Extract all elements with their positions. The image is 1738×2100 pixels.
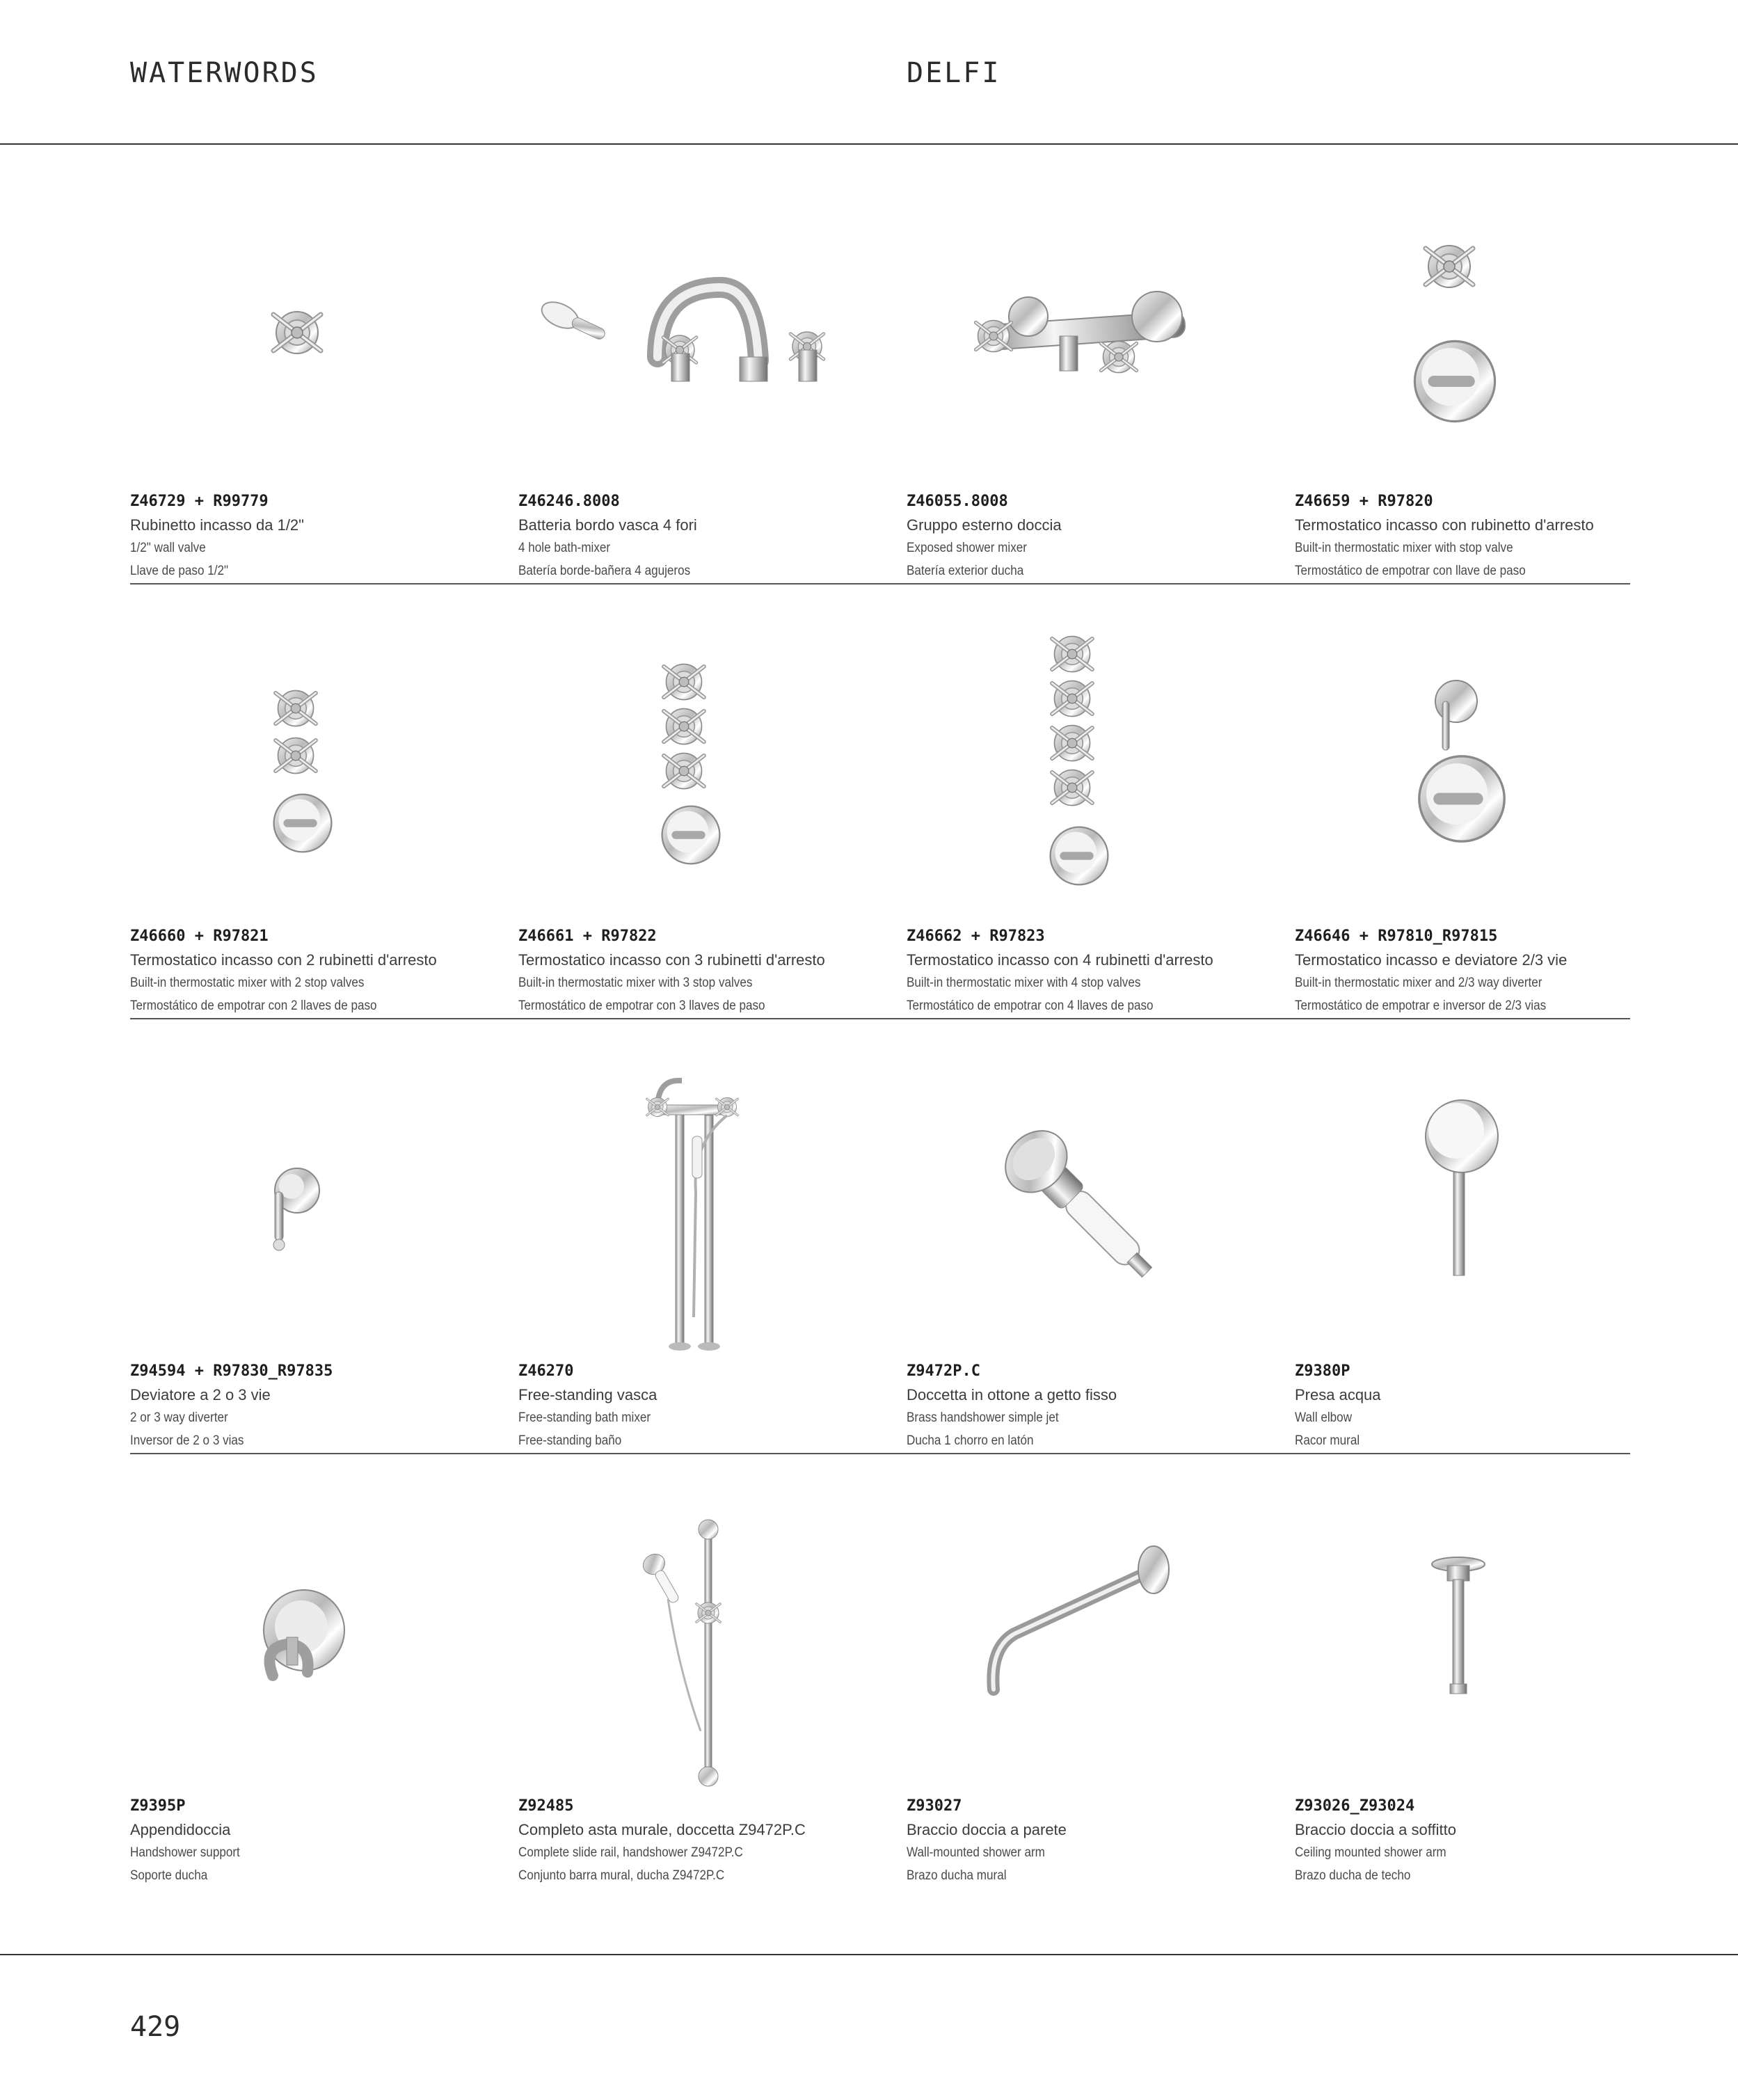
product-name-es: Llave de paso 1/2"	[130, 564, 229, 578]
row-divider	[130, 583, 1630, 584]
product-card[interactable]	[1295, 632, 1671, 1063]
thermostatic-3-valves-icon	[518, 632, 894, 924]
product-code: Z46270	[518, 1362, 574, 1380]
product-card[interactable]	[130, 197, 506, 628]
product-card[interactable]	[907, 632, 1282, 1063]
product-name-en: Free-standing bath mixer	[518, 1410, 651, 1425]
product-name-en: Ceiling mounted shower arm	[1295, 1845, 1446, 1860]
thermostatic-4-valves-icon	[907, 632, 1282, 924]
wall-shower-arm-icon	[907, 1502, 1282, 1794]
product-name-es: Termostático de empotrar con 2 llaves de paso	[130, 999, 377, 1013]
product-name-en: Built-in thermostatic mixer with stop valve	[1295, 541, 1513, 555]
product-code: Z93026_Z93024	[1295, 1797, 1415, 1815]
product-code: Z9472P.C	[907, 1362, 980, 1380]
product-name-it: Termostatico incasso con 2 rubinetti d'arresto	[130, 951, 437, 969]
product-name-es: Termostático de empotrar con 4 llaves de paso	[907, 999, 1154, 1013]
product-name-es: Batería borde-bañera 4 agujeros	[518, 564, 691, 578]
handshower-support-icon	[130, 1502, 506, 1794]
product-code: Z46660 + R97821	[130, 928, 269, 945]
handshower-icon	[907, 1067, 1282, 1359]
product-name-es: Batería exterior ducha	[907, 564, 1024, 578]
product-name-es: Termostático de empotrar con 3 llaves de paso	[518, 999, 765, 1013]
product-card[interactable]	[130, 1067, 506, 1498]
product-name-it: Deviatore a 2 o 3 vie	[130, 1386, 271, 1403]
product-name-en: Built-in thermostatic mixer with 4 stop valves	[907, 976, 1141, 990]
product-card[interactable]	[518, 632, 894, 1063]
brand-name: WATERWORDS	[130, 57, 319, 89]
product-code: Z46729 + R99779	[130, 493, 269, 510]
thermostatic-diverter-icon	[1295, 632, 1671, 924]
collection-name: DELFI	[907, 57, 1001, 89]
product-name-it: Presa acqua	[1295, 1386, 1381, 1403]
bath-mixer-icon	[518, 197, 894, 489]
wall-valve-icon	[130, 197, 506, 489]
product-name-es: Free-standing baño	[518, 1433, 622, 1448]
product-name-it: Doccetta in ottone a getto fisso	[907, 1386, 1117, 1403]
product-code: Z46646 + R97810_R97815	[1295, 928, 1498, 945]
footer-divider	[0, 1954, 1738, 1955]
product-card[interactable]	[130, 632, 506, 1063]
exposed-shower-mixer-icon	[907, 197, 1282, 489]
product-code: Z92485	[518, 1797, 574, 1815]
slide-rail-icon	[518, 1502, 894, 1794]
product-name-it: Termostatico incasso e deviatore 2/3 vie	[1295, 951, 1568, 969]
product-card[interactable]	[907, 1067, 1282, 1498]
thermostatic-mixer-icon	[1295, 197, 1671, 489]
product-code: Z9395P	[130, 1797, 186, 1815]
product-name-it: Termostatico incasso con rubinetto d'arresto	[1295, 516, 1594, 534]
free-standing-mixer-icon	[518, 1067, 894, 1359]
product-name-it: Appendidoccia	[130, 1821, 231, 1838]
product-name-es: Brazo ducha mural	[907, 1868, 1007, 1883]
product-name-es: Termostático de empotrar e inversor de 2/3 vias	[1295, 999, 1547, 1013]
product-name-es: Termostático de empotrar con llave de paso	[1295, 564, 1526, 578]
product-code: Z9380P	[1295, 1362, 1350, 1380]
product-name-es: Inversor de 2 o 3 vias	[130, 1433, 244, 1448]
product-card[interactable]	[518, 197, 894, 628]
product-name-en: Handshower support	[130, 1845, 240, 1860]
product-name-it: Free-standing vasca	[518, 1386, 657, 1403]
product-name-es: Conjunto barra mural, ducha Z9472P.C	[518, 1868, 725, 1883]
product-name-it: Braccio doccia a parete	[907, 1821, 1067, 1838]
header-divider	[0, 143, 1738, 145]
product-name-it: Termostatico incasso con 3 rubinetti d'arresto	[518, 951, 825, 969]
product-name-en: Complete slide rail, handshower Z9472P.C	[518, 1845, 743, 1860]
product-card[interactable]	[518, 1067, 894, 1498]
product-code: Z93027	[907, 1797, 962, 1815]
product-name-es: Brazo ducha de techo	[1295, 1868, 1411, 1883]
product-code: Z46246.8008	[518, 493, 620, 510]
product-name-it: Completo asta murale, doccetta Z9472P.C	[518, 1821, 806, 1838]
product-code: Z94594 + R97830_R97835	[130, 1362, 333, 1380]
product-name-es: Racor mural	[1295, 1433, 1360, 1448]
row-divider	[130, 1018, 1630, 1019]
product-card[interactable]	[518, 1502, 894, 1933]
product-card[interactable]	[1295, 1502, 1671, 1933]
product-card[interactable]	[907, 1502, 1282, 1933]
product-card[interactable]	[1295, 197, 1671, 628]
product-name-it: Gruppo esterno doccia	[907, 516, 1062, 534]
product-name-en: Wall-mounted shower arm	[907, 1845, 1045, 1860]
page-number: 429	[130, 2011, 181, 2043]
ceiling-shower-arm-icon	[1295, 1502, 1671, 1794]
product-name-it: Braccio doccia a soffitto	[1295, 1821, 1456, 1838]
product-card[interactable]	[1295, 1067, 1671, 1498]
thermostatic-2-valves-icon	[130, 632, 506, 924]
product-name-en: Built-in thermostatic mixer and 2/3 way diverter	[1295, 976, 1542, 990]
row-divider	[130, 1453, 1630, 1454]
product-name-en: Built-in thermostatic mixer with 3 stop valves	[518, 976, 753, 990]
wall-elbow-icon	[1295, 1067, 1671, 1359]
product-card[interactable]	[907, 197, 1282, 628]
product-name-en: Built-in thermostatic mixer with 2 stop valves	[130, 976, 365, 990]
product-code: Z46661 + R97822	[518, 928, 657, 945]
product-name-en: Exposed shower mixer	[907, 541, 1027, 555]
product-name-en: Wall elbow	[1295, 1410, 1353, 1425]
product-name-es: Ducha 1 chorro en latón	[907, 1433, 1034, 1448]
product-name-it: Termostatico incasso con 4 rubinetti d'arresto	[907, 951, 1213, 969]
product-name-en: Brass handshower simple jet	[907, 1410, 1059, 1425]
product-code: Z46662 + R97823	[907, 928, 1045, 945]
product-code: Z46055.8008	[907, 493, 1008, 510]
diverter-icon	[130, 1067, 506, 1359]
product-name-es: Soporte ducha	[130, 1868, 208, 1883]
product-name-it: Rubinetto incasso da 1/2"	[130, 516, 304, 534]
product-card[interactable]	[130, 1502, 506, 1933]
product-name-en: 1/2" wall valve	[130, 541, 206, 555]
product-code: Z46659 + R97820	[1295, 493, 1433, 510]
product-name-it: Batteria bordo vasca 4 fori	[518, 516, 697, 534]
product-name-en: 2 or 3 way diverter	[130, 1410, 228, 1425]
product-name-en: 4 hole bath-mixer	[518, 541, 611, 555]
